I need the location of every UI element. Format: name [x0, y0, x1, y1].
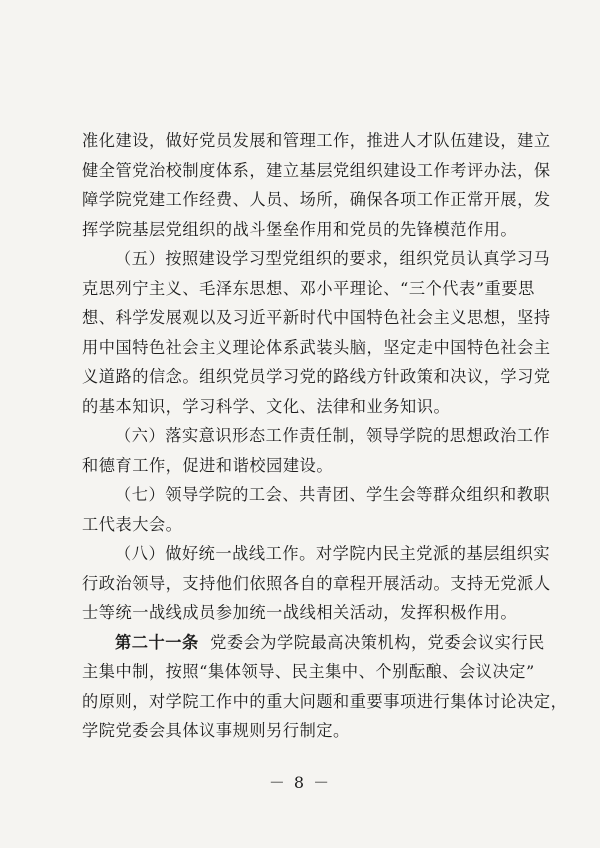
text-line: 想、科学发展观以及习近平新时代中国特色社会主义思想，坚持 — [82, 308, 551, 327]
article-text: 党委会为学院最高决策机构，党委会议实行民 — [210, 632, 545, 652]
text-line: 用中国特色社会主义理论体系武装头脑，坚定走中国特色社会主 — [82, 337, 551, 357]
text-line: 和德育工作，促进和谐校园建设。 — [82, 455, 334, 475]
text-line: 克思列宁主义、毛泽东思想、邓小平理论、“三个代表”重要思 — [82, 278, 535, 298]
text-line: 义道路的信念。组织党员学习党的路线方针政策和决议，学习党 — [82, 367, 551, 386]
body-text — [82, 126, 568, 746]
text-line: 主集中制，按照“集体领导、民主集中、个别酝酿、会议决定” — [82, 662, 535, 681]
text-line: （五）按照建设学习型党组织的要求，组织党员认真学习马 — [115, 249, 551, 268]
text-line: 健全管党治校制度体系，建立基层党组织建设工作考评办法，保 — [82, 160, 551, 180]
text-line: （七）领导学院的工会、共青团、学生会等群众组织和教职 — [115, 485, 551, 504]
text-line: 挥学院基层党组织的战斗堡垒作用和党员的先锋模范作用。 — [82, 219, 518, 239]
text-line: 障学院党建工作经费、人员、场所，确保各项工作正常开展，发 — [82, 190, 551, 209]
text-line: 准化建设，做好党员发展和管理工作，推进人才队伍建设，建立 — [82, 131, 551, 150]
text-line: 工代表大会。 — [82, 514, 183, 534]
text-line: 行政治领导，支持他们依照各自的章程开展活动。支持无党派人 — [82, 573, 551, 593]
text-line: 的原则，对学院工作中的重大问题和重要事项进行集体讨论决定， — [82, 691, 568, 711]
page-number: － 8 － — [268, 773, 332, 792]
text-line: 的基本知识，学习科学、文化、法律和业务知识。 — [82, 396, 451, 416]
text-line: （六）落实意识形态工作责任制，领导学院的思想政治工作 — [115, 426, 551, 445]
article-line — [82, 628, 545, 658]
text-line: 士等统一战线成员参加统一战线相关活动，发挥积极作用。 — [82, 603, 518, 622]
text-line: 学院党委会具体议事规则另行制定。 — [82, 721, 350, 740]
article-heading: 第二十一条 — [115, 632, 199, 652]
text-line: （八）做好统一战线工作。对学院内民主党派的基层组织实 — [115, 544, 551, 563]
